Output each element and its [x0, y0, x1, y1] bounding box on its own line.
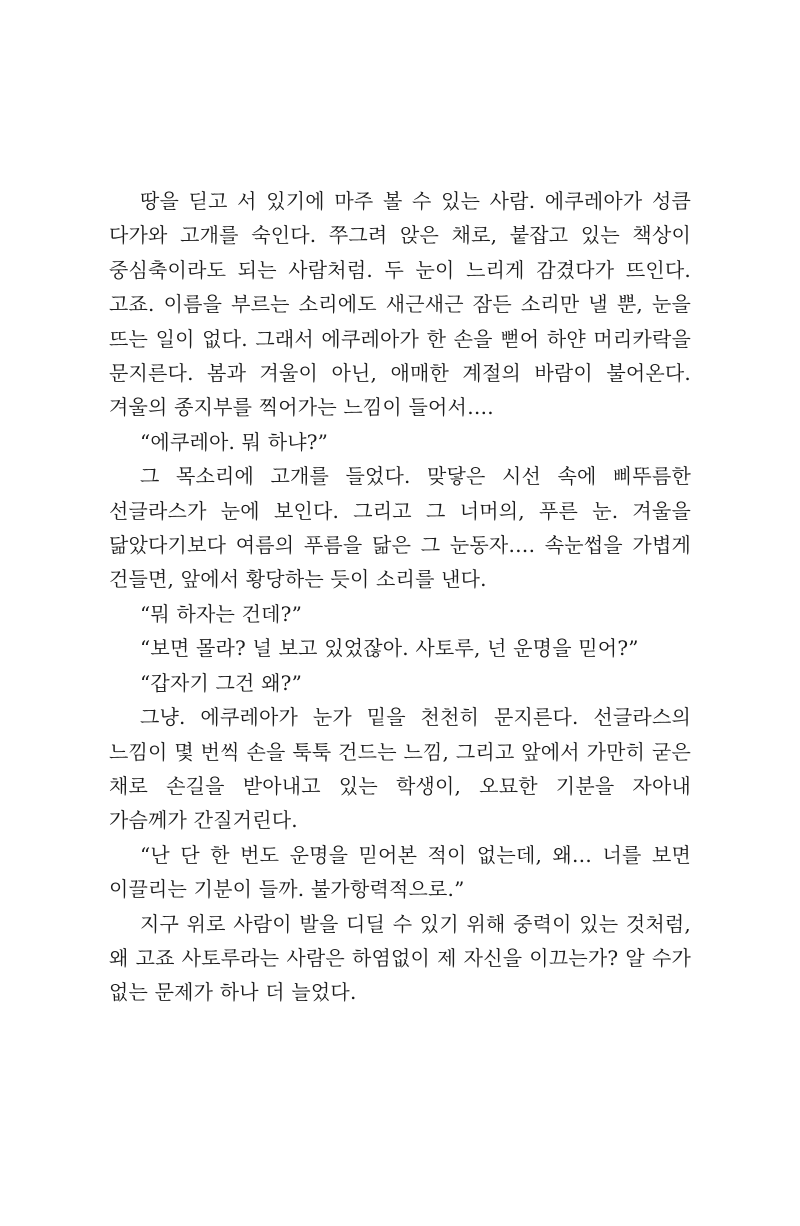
dialogue-line: “뭐 하자는 건데?” — [140, 601, 303, 626]
body-text — [109, 184, 691, 1010]
dialogue-line: “보면 몰라? 널 보고 있었잖아. 사토루, 넌 운명을 믿어?” — [140, 636, 639, 661]
dialogue-line: “에쿠레아. 뭐 하냐?” — [140, 429, 329, 454]
paragraph: 그냥. 에쿠레아가 눈가 밑을 천천히 문지른다. 선글라스의 느낌이 몇 번씩 손을 툭툭 건드는 느낌, 그리고 앞에서 가만히 굳은 채로 손길을 받아내고 있는 학생이, 오묘한 기분을 자아내 가슴께가 간질거린다. — [109, 705, 691, 833]
paragraph: 지구 위로 사람이 발을 디딜 수 있기 위해 중력이 있는 것처럼, 왜 고죠 사토루라는 사람은 하염없이 제 자신을 이끄는가? 알 수가 없는 문제가 하나 더 늘었다. — [109, 911, 691, 1005]
paragraph: 땅을 딛고 서 있기에 마주 볼 수 있는 사람. 에쿠레아가 성큼 다가와 고개를 숙인다. 쭈그려 앉은 채로, 붙잡고 있는 책상이 중심축이라도 되는 사람처럼. 두 눈이 느리게 감겼다가 뜨인다. 고죠. 이름을 부르는 소리에도 새근새근 잠든 소리만 낼 뿐, 눈을 뜨는 일이 없다. 그래서 에쿠레아가 한 손을 뻗어 하얀 머리카락을 문지른다. 봄과 겨울이 아닌, 애매한 계절의 바람이 불어온다. 겨울의 종지부를 찍어가는 느낌이 들어서…. — [109, 189, 691, 420]
dialogue-line: “난 단 한 번도 운명을 믿어본 적이 없는데, 왜… 너를 보면 이끌리는 기분이 들까. 불가항력적으로.” — [109, 842, 691, 902]
paragraph: 그 목소리에 고개를 들었다. 맞닿은 시선 속에 삐뚜름한 선글라스가 눈에 보인다. 그리고 그 너머의, 푸른 눈. 겨울을 닮았다기보다 여름의 푸름을 닮은 그 눈동자…. 속눈썹을 가볍게 건들면, 앞에서 황당하는 듯이 소리를 낸다. — [109, 464, 691, 592]
dialogue-line: “갑자기 그건 왜?” — [140, 670, 303, 695]
